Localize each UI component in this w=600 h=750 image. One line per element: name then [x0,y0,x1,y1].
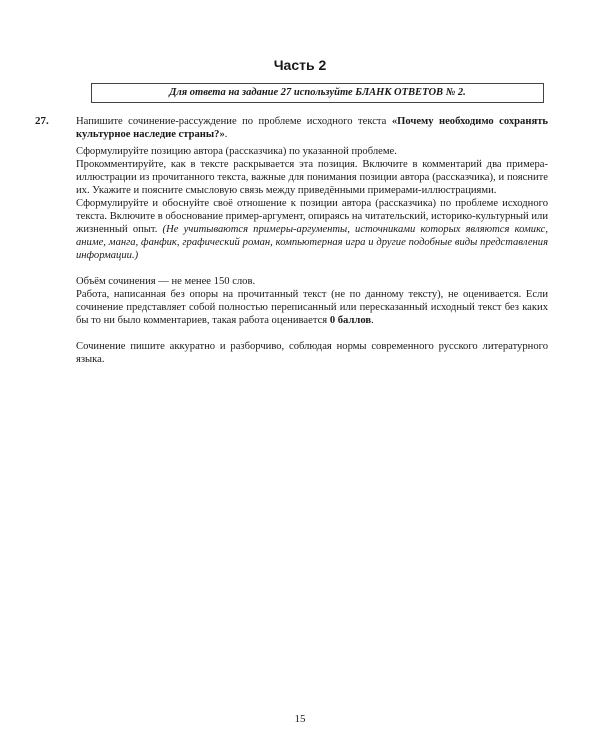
task-paragraph-argument [76,197,548,262]
task-rules-end: . [371,315,374,326]
task-paragraph-comment: Прокомментируйте, как в тексте раскрывается эта позиция. Включите в комментарий два примера-иллюстрации из прочитанного текста, важные для понимания позиции автора (рассказчика), и поясните их. Укажите и поясните смысловую связь между приведёнными примерами-иллюстрациями. [76,159,548,196]
task-neatness: Сочинение пишите аккуратно и разборчиво, соблюдая нормы современного русского литературного языка. [76,341,548,365]
page-number: 15 [294,713,306,725]
task-content [76,115,548,366]
task-intro [76,115,548,141]
task-volume: Объём сочинения — не менее 150 слов. [76,276,256,287]
task-rules-score: 0 баллов [329,315,372,326]
task-paragraph-position: Сформулируйте позицию автора (рассказчика) по указанной проблеме. [76,146,397,157]
task-argument-note: (Не учитываются примеры-аргументы, источниками которых являются комикс, аниме, манга, фанфик, графический роман, компьютерная игра и другие подобные виды представления информации.) [76,224,548,261]
task-rules-text: Работа, написанная без опоры на прочитанный текст (не по данному тексту), не оценивается. Если сочинение представляет собой полностью переписанный или пересказанный исходный текст без каких бы то ни было комментариев, такая работа оценивается [76,289,548,326]
task-problem: «Почему необходимо сохранять культурное наследие страны?» [76,116,548,140]
task-intro-text: Напишите сочинение-рассуждение по проблеме исходного текста [76,116,392,127]
part-title: Часть 2 [273,57,327,73]
task-number: 27. [35,115,49,127]
task-intro-end: . [224,129,228,140]
task-rules [76,288,548,327]
task-argument-text: Сформулируйте и обоснуйте своё отношение к позиции автора (рассказчика) по проблеме исходного текста. Включите в обоснование пример-аргумент, опираясь на читательский, историко-культурный или жизненный опыт. [76,198,548,235]
answer-sheet-note: Для ответа на задание 27 используйте БЛАНК ОТВЕТОВ № 2. [91,83,544,103]
